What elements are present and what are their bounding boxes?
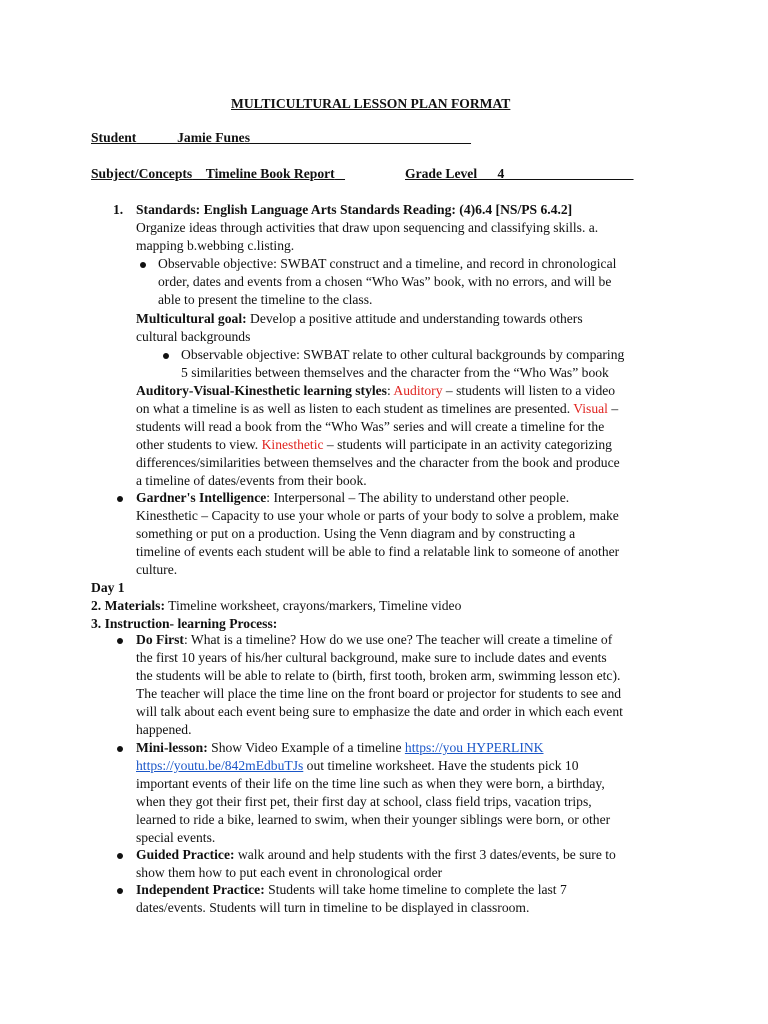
learning-styles-line: students will read a book from the “Who Was” series and will create a timeline for the: [136, 419, 605, 434]
bullet-icon: [163, 353, 169, 359]
mini-lesson: Mini-lesson: Show Video Example of a timeline https://you HYPERLINK: [136, 740, 544, 755]
multicultural-goal: Multicultural goal: Develop a positive attitude and understanding towards others: [136, 311, 583, 326]
multicultural-line: cultural backgrounds: [136, 329, 251, 344]
subject-line: Subject/Concepts__Timeline Book Report _: [91, 166, 345, 181]
gardner-line: something or put on a production. Using the Venn diagram and by constructing a: [136, 526, 576, 541]
student-line: Student______Jamie Funes_______________________________ _: [91, 130, 471, 145]
learning-styles-line: other students to view. Kinesthetic – students will participate in an activity categorizing: [136, 437, 612, 452]
mini-lesson-line: when they got their first pet, their first day at school, class field trips, vacation trips,: [136, 794, 592, 809]
bullet-icon: [117, 638, 123, 644]
bullet-icon: [140, 262, 146, 268]
mini-lesson-line: learned to ride a bike, learned to swim, when their younger siblings were born, or other: [136, 812, 611, 827]
multicultural-objective: Observable objective: SWBAT relate to other cultural backgrounds by comparing: [181, 347, 625, 362]
guided-practice: Guided Practice: walk around and help students with the first 3 dates/events, be sure to: [136, 847, 616, 862]
standards-heading: Standards: English Language Arts Standards Reading: (4)6.4 [NS/PS 6.4.2]: [136, 202, 573, 217]
observable-objective: Observable objective: SWBAT construct and a timeline, and record in chronological: [158, 256, 617, 271]
bullet-icon: [117, 496, 123, 502]
instruction-heading: 3. Instruction- learning Process:: [91, 616, 278, 631]
standards-number: 1.: [113, 202, 124, 217]
video-url-link[interactable]: https://youtu.be/842mEdbuTJs: [136, 758, 304, 773]
grade-level-line: Grade Level___4___________________: [405, 166, 634, 181]
do-first-line: the first 10 years of his/her cultural background, make sure to include dates and events: [136, 650, 607, 665]
video-link[interactable]: https://you HYPERLINK: [404, 740, 544, 755]
gardner-line: timeline of events each student will be able to find a relatable link to someone of another: [136, 544, 620, 559]
learning-styles: Auditory-Visual-Kinesthetic learning styles: Auditory – students will listen to a video: [136, 383, 616, 398]
learning-styles-line: a timeline of dates/events from their book.: [136, 473, 367, 488]
do-first-line: happened.: [136, 722, 192, 737]
objective-line: order, dates and events from a chosen “Who Was” book, with no errors, and will be: [158, 274, 612, 289]
bullet-icon: [117, 853, 123, 859]
gardner-line: culture.: [136, 562, 178, 577]
gardner-line: Kinesthetic – Capacity to use your whole or parts of your body to solve a problem, make: [136, 508, 619, 523]
bullet-icon: [117, 746, 123, 752]
independent-practice-line: dates/events. Students will turn in timeline to be displayed in classroom.: [136, 900, 530, 915]
bullet-icon: [117, 888, 123, 894]
independent-practice: Independent Practice: Students will take home timeline to complete the last 7: [136, 882, 567, 897]
document-title: MULTICULTURAL LESSON PLAN FORMAT: [231, 96, 511, 111]
mini-lesson-line: https://youtu.be/842mEdbuTJs out timeline worksheet. Have the students pick 10: [136, 758, 579, 773]
do-first-line: will talk about each event being sure to emphasize the date and order in which each event: [136, 704, 623, 719]
mini-lesson-line: special events.: [136, 830, 216, 845]
materials: 2. Materials: Timeline worksheet, crayons/markers, Timeline video: [91, 598, 462, 613]
standards-text-line: mapping b.webbing c.listing.: [136, 238, 295, 253]
mini-lesson-line: important events of their life on the time line such as when they were born, a birthday,: [136, 776, 605, 791]
standards-text-line: Organize ideas through activities that draw upon sequencing and classifying skills. a.: [136, 220, 599, 235]
do-first-line: The teacher will place the time line on the front board or projector for students to see and: [136, 686, 622, 701]
objective-line: able to present the timeline to the class.: [158, 292, 373, 307]
gardner-intelligence: Gardner's Intelligence: Interpersonal – The ability to understand other people.: [136, 490, 570, 505]
multicultural-objective-line: 5 similarities between themselves and the character from the “Who Was” book: [181, 365, 609, 380]
do-first-line: the students will be able to relate to (birth, first tooth, broken arm, swimming lesson etc).: [136, 668, 621, 683]
do-first: Do First: What is a timeline? How do we use one? The teacher will create a timeline of: [136, 632, 613, 647]
learning-styles-line: differences/similarities between themselves and the character from the book and produce: [136, 455, 620, 470]
guided-practice-line: show them how to put each event in chronological order: [136, 865, 443, 880]
learning-styles-line: on what a timeline is as well as listen to each student as timelines are presented. Visual –: [136, 401, 619, 416]
day-heading: Day 1: [91, 580, 125, 595]
